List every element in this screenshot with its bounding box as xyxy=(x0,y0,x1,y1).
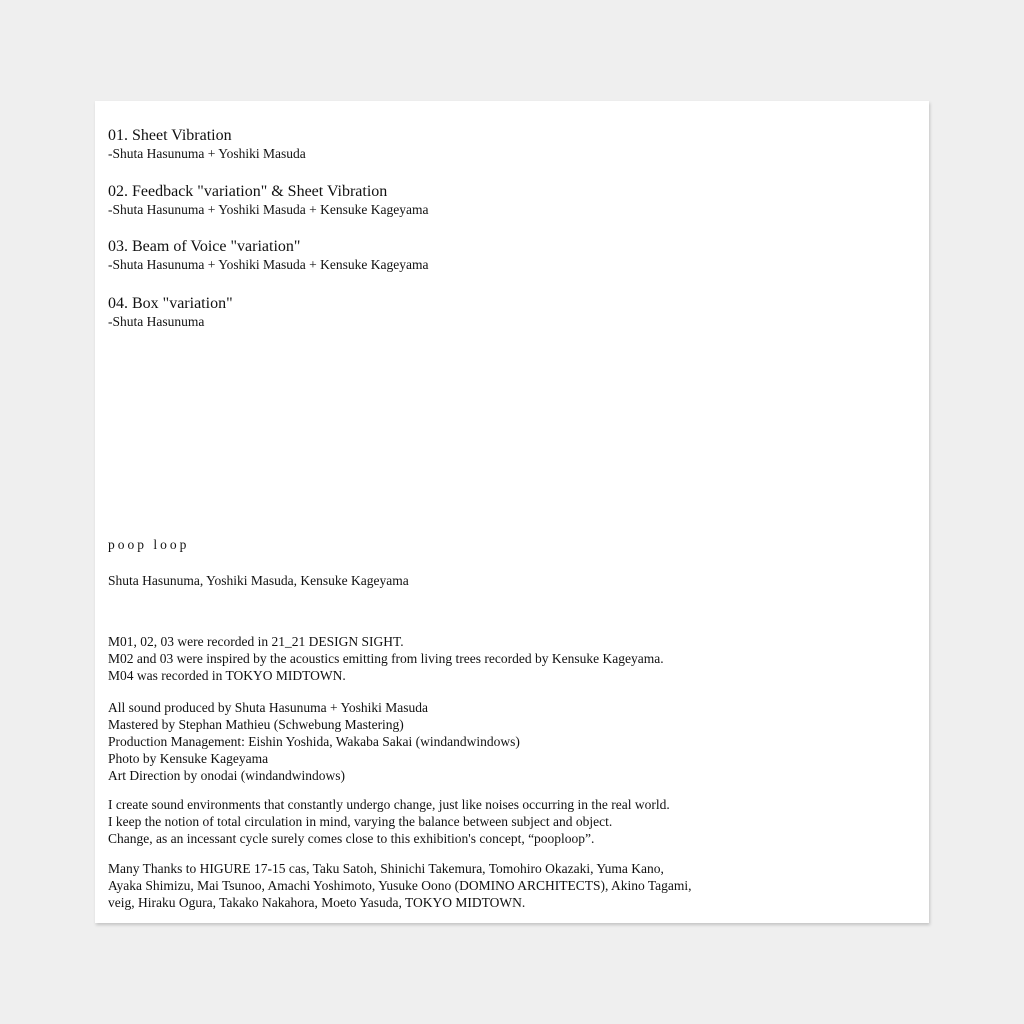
credit-line: Art Direction by onodai (windandwindows) xyxy=(108,768,345,783)
credit-line: All sound produced by Shuta Hasunuma + Yoshiki Masuda xyxy=(108,700,428,715)
credit-line: Production Management: Eishin Yoshida, Wakaba Sakai (windandwindows) xyxy=(108,734,520,749)
track-title: 03. Beam of Voice "variation" xyxy=(108,238,301,255)
credit-line: Mastered by Stephan Mathieu (Schwebung Mastering) xyxy=(108,717,404,732)
track-2 xyxy=(108,182,428,218)
thanks-line: Many Thanks to HIGURE 17-15 cas, Taku Satoh, Shinichi Takemura, Tomohiro Okazaki, Yuma Kano, xyxy=(108,861,664,876)
track-4 xyxy=(108,294,233,330)
track-credit: -Shuta Hasunuma + Yoshiki Masuda xyxy=(108,146,306,161)
track-credit: -Shuta Hasunuma xyxy=(108,314,205,329)
track-title: 01. Sheet Vibration xyxy=(108,127,232,144)
recording-notes xyxy=(108,633,664,684)
artist-statement xyxy=(108,796,670,847)
album-name: poop loop xyxy=(108,537,190,552)
thanks-line: veig, Hiraku Ogura, Takako Nakahora, Moeto Yasuda, TOKYO MIDTOWN. xyxy=(108,895,526,910)
production-credits xyxy=(108,699,520,784)
thanks xyxy=(108,860,692,911)
thanks-line: Ayaka Shimizu, Mai Tsunoo, Amachi Yoshimoto, Yusuke Oono (DOMINO ARCHITECTS), Akino Tagami, xyxy=(108,878,692,893)
recording-note-line: M04 was recorded in TOKYO MIDTOWN. xyxy=(108,668,346,683)
track-credit: -Shuta Hasunuma + Yoshiki Masuda + Kensuke Kageyama xyxy=(108,257,429,272)
statement-line: Change, as an incessant cycle surely comes close to this exhibition's concept, “pooploop”. xyxy=(108,831,595,846)
statement-line: I keep the notion of total circulation in mind, varying the balance between subject and object. xyxy=(108,814,613,829)
track-title: 04. Box "variation" xyxy=(108,295,233,312)
statement-line: I create sound environments that constantly undergo change, just like noises occurring in the real world. xyxy=(108,797,670,812)
album-artists: Shuta Hasunuma, Yoshiki Masuda, Kensuke Kageyama xyxy=(108,573,409,588)
credit-line: Photo by Kensuke Kageyama xyxy=(108,751,269,766)
track-1 xyxy=(108,126,306,162)
liner-notes-sheet xyxy=(95,101,929,923)
recording-note-line: M02 and 03 were inspired by the acoustics emitting from living trees recorded by Kensuke Kageyama. xyxy=(108,651,664,666)
track-3 xyxy=(108,237,428,273)
recording-note-line: M01, 02, 03 were recorded in 21_21 DESIGN SIGHT. xyxy=(108,634,404,649)
track-credit: -Shuta Hasunuma + Yoshiki Masuda + Kensuke Kageyama xyxy=(108,202,429,217)
track-title: 02. Feedback "variation" & Sheet Vibration xyxy=(108,183,388,200)
